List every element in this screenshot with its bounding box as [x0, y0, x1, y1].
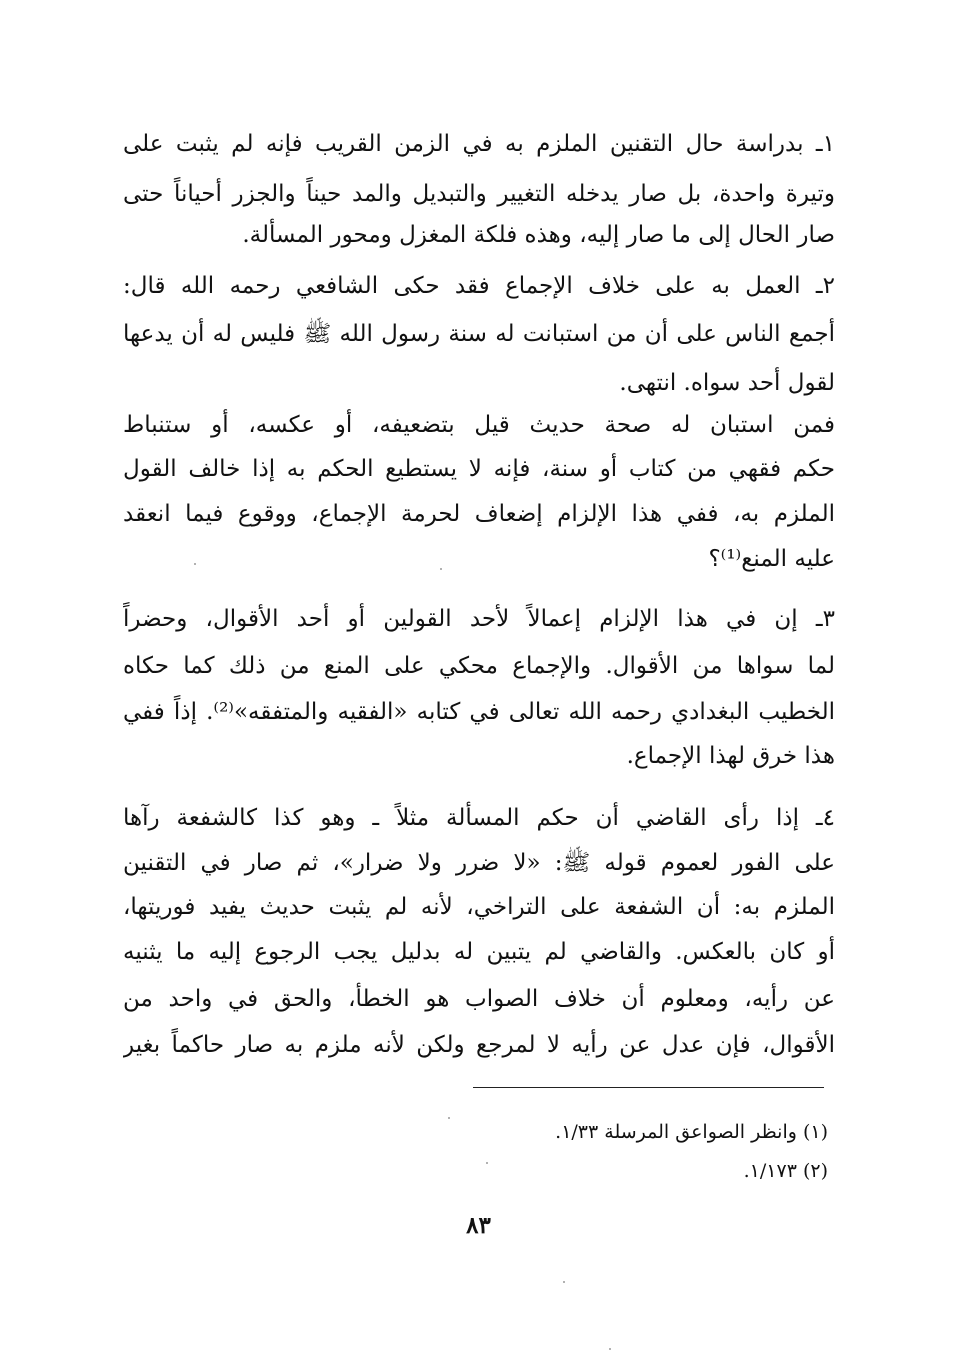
page-number: ٨٣ — [466, 1212, 491, 1239]
paragraph-3-line-3: الملزم به، ففي هذا الإلزام إضعاف لحرمة الإجماع، ووقوع فيما انعقد — [123, 501, 835, 527]
paragraph-1-line-1: ١ـ بدراسة حال التقنين الملزم به في الزمن القريب فإنه لم يثبت على — [123, 131, 835, 157]
paragraph-2-line-3: لقول أحد سواه. انتهى. — [619, 370, 835, 396]
scan-speck — [194, 563, 196, 565]
paragraph-4-line-1: ٣ـ إن في هذا الإلزام إعمالاً لأحد القولين أو أحد الأقوال، وحضراً — [123, 606, 835, 632]
scan-speck — [486, 1162, 488, 1164]
paragraph-5-line-6: الأقوال، فإن عدل عن رأيه لا لمرجع ولكن لأنه ملزم به صار حاكماً بغير — [123, 1032, 835, 1058]
paragraph-2-line-1: ٢ـ العمل به على خلاف الإجماع فقد حكى الشافعي رحمه الله قال: — [123, 273, 835, 299]
paragraph-3-line-1: فمن استبان له صحة حديث قيل بتضعيفه، أو عكسه، أو ستنباط — [123, 412, 835, 438]
scan-speck — [440, 568, 442, 570]
scan-speck — [609, 1348, 611, 1350]
paragraph-1-line-3: صار الحال إلى ما صار إليه، وهذه فلكة المغزل ومحور المسألة. — [242, 222, 835, 248]
paragraph-3-line-4: عليه المنع⁽¹⁾؟ — [708, 546, 835, 572]
paragraph-2-line-2: أجمع الناس على أن من استبانت له سنة رسول الله ﷺ فليس له أن يدعها — [123, 321, 835, 347]
scan-speck — [563, 1281, 565, 1283]
paragraph-4-line-4: هذا خرق لهذا الإجماع. — [626, 743, 835, 769]
footnote-2: (٢) ١/١٧٣. — [743, 1160, 828, 1182]
footnote-separator — [473, 1087, 824, 1088]
paragraph-1-line-2: وتيرة واحدة، بل صار يدخله التغيير والتبديل والمد حيناً والجزر أحياناً حتى — [123, 181, 835, 207]
paragraph-4-line-2: لما سواها من الأقوال. والإجماع محكي على المنع من ذلك كما حكاه — [123, 653, 835, 679]
paragraph-5-line-5: عن رأيه، ومعلوم أن خلاف الصواب هو الخطأ، والحق في واحد من — [123, 986, 835, 1012]
scan-speck — [448, 1117, 450, 1119]
paragraph-5-line-3: الملزم به: أن الشفعة على التراخي، لأنه لم يثبت حديث يفيد فوريتها، — [123, 894, 835, 920]
paragraph-5-line-1: ٤ـ إذا رأى القاضي أن حكم المسألة مثلاً ـ وهو كذا كالشفعة رآها — [123, 805, 835, 831]
footnote-1: (١) وانظر الصواعق المرسلة ١/٣٣. — [555, 1121, 828, 1143]
paragraph-5-line-2: على الفور لعموم قوله ﷺ: «لا ضرر ولا ضرار»، ثم صار في التقنين — [123, 850, 835, 876]
paragraph-4-line-3: الخطيب البغدادي رحمه الله تعالى في كتابه «الفقيه والمتفقه»⁽²⁾. إذاً ففي — [123, 699, 835, 725]
paragraph-3-line-2: حكم فقهي من كتاب أو سنة، فإنه لا يستطيع الحكم به إذا خالف القول — [123, 456, 835, 482]
paragraph-5-line-4: أو كان بالعكس. والقاضي لم يتبين له بدليل يجب الرجوع إليه ما يثنيه — [123, 939, 835, 965]
